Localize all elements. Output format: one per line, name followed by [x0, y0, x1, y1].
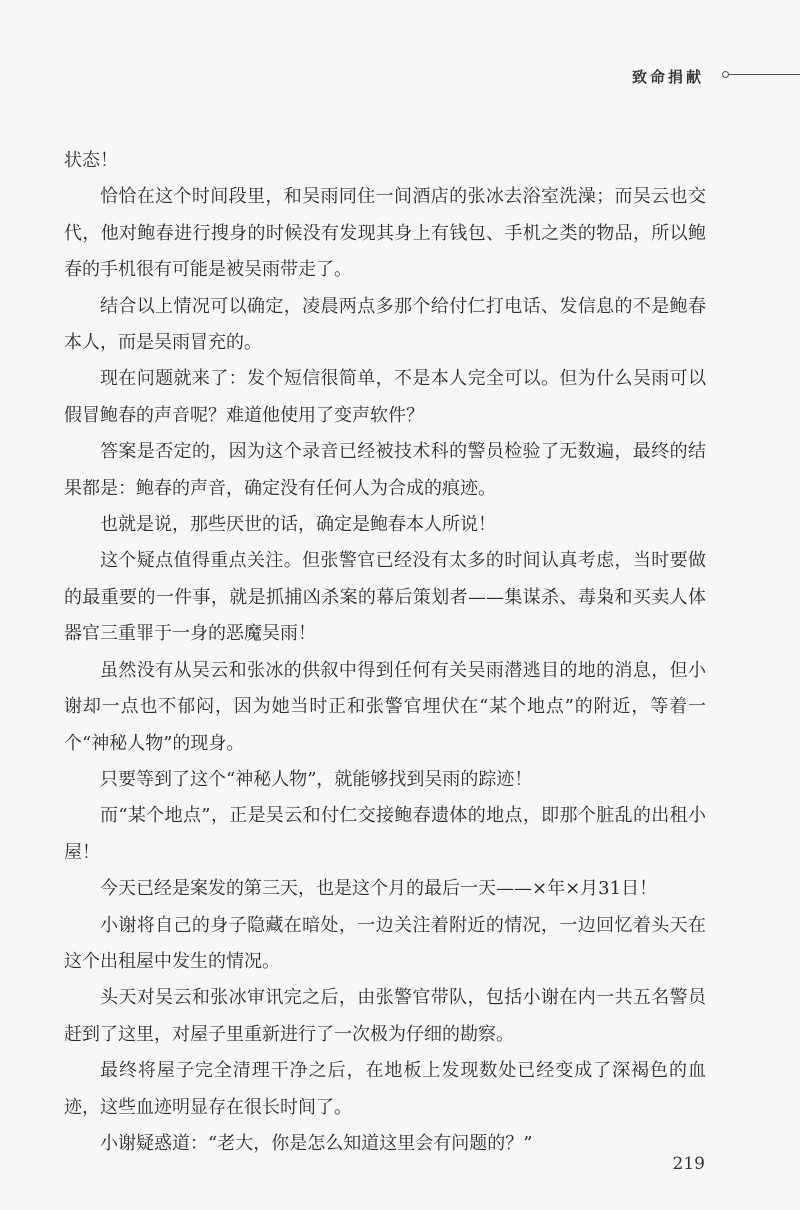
body-text — [64, 143, 706, 1162]
paragraph: 小谢疑惑道：“老大，你是怎么知道这里会有问题的？” — [100, 1132, 533, 1154]
running-header — [0, 66, 800, 86]
running-title: 致命捐献 — [632, 68, 705, 86]
paragraph: 现在问题就来了：发个短信很简单，不是本人完全可以。但为什么吴雨可以假冒鲍春的声音呢？难道他使用了变声软件？ — [64, 368, 706, 426]
paragraph: 今天已经是案发的第三天，也是这个月的最后一天——×年×月31日！ — [100, 878, 658, 900]
header-rule — [728, 74, 800, 75]
paragraph: 只要等到了这个“神秘人物”，就能够找到吴雨的踪迹！ — [100, 768, 533, 790]
paragraph: 也就是说，那些厌世的话，确定是鲍春本人所说！ — [100, 514, 496, 536]
paragraph: 这个疑点值得重点关注。但张警官已经没有太多的时间认真考虑，当时要做的最重要的一件事，就是抓捕凶杀案的幕后策划者——集谋杀、毒枭和买卖人体器官三重罪于一身的恶魔吴雨！ — [64, 550, 706, 645]
paragraph: 状态！ — [64, 150, 118, 171]
paragraph: 恰恰在这个时间段里，和吴雨同住一间酒店的张冰去浴室洗澡；而吴云也交代，他对鲍春进行搜身的时候没有发现其身上有钱包、手机之类的物品，所以鲍春的手机很有可能是被吴雨带走了。 — [64, 186, 706, 281]
paragraph: 最终将屋子完全清理干净之后，在地板上发现数处已经变成了深褐色的血迹，这些血迹明显存在很长时间了。 — [64, 1060, 706, 1118]
paragraph: 而“某个地点”，正是吴云和付仁交接鲍春遗体的地点，即那个脏乱的出租小屋！ — [64, 805, 706, 863]
page-number: 219 — [672, 1154, 705, 1174]
paragraph: 头天对吴云和张冰审讯完之后，由张警官带队，包括小谢在内一共五名警员赶到了这里，对屋子里重新进行了一次极为仔细的勘察。 — [64, 987, 706, 1045]
paragraph: 答案是否定的，因为这个录音已经被技术科的警员检验了无数遍，最终的结果都是：鲍春的声音，确定没有任何人为合成的痕迹。 — [64, 441, 706, 499]
paragraph: 结合以上情况可以确定，凌晨两点多那个给付仁打电话、发信息的不是鲍春本人，而是吴雨冒充的。 — [64, 295, 706, 354]
paragraph: 小谢将自己的身子隐藏在暗处，一边关注着附近的情况，一边回忆着头天在这个出租屋中发生的情况。 — [64, 914, 706, 972]
paragraph: 虽然没有从吴云和张冰的供叙中得到任何有关吴雨潜逃目的地的消息，但小谢却一点也不郁闷，因为她当时正和张警官埋伏在“某个地点”的附近，等着一个“神秘人物”的现身。 — [64, 659, 706, 754]
